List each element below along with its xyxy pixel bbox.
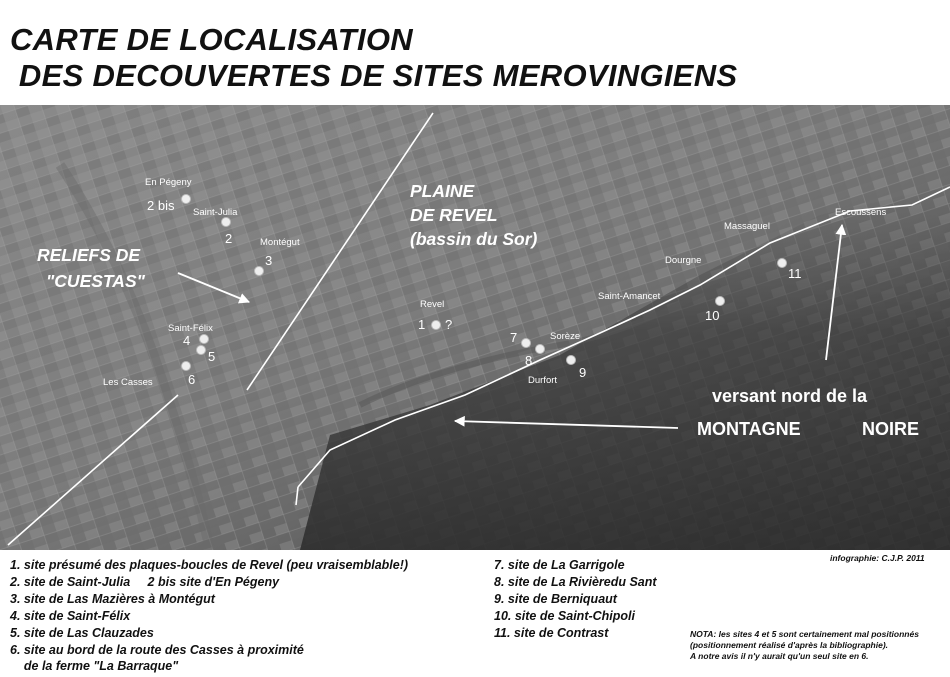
town-label-escoussens: Escoussens [835,207,887,218]
site-number-7: 7 [510,330,518,345]
legend-item-9: 9. site de Berniquaut [494,592,617,606]
site-marker-8 [536,345,545,354]
legend-item-6: 6. site au bord de la route des Casses à proximité [10,643,304,657]
site-number-2: 2 [225,231,233,246]
site-marker-11 [778,259,787,268]
region-label-cuestas: "CUESTAS" [46,271,145,291]
map-title-line-1: CARTE DE LOCALISATION [10,22,413,57]
town-label-dourgne: Dourgne [665,255,702,266]
legend-item-10: 10. site de Saint-Chipoli [494,609,635,623]
region-label-versant-nord: versant nord de la [712,386,868,406]
site-marker-6 [182,362,191,371]
site-number-11: 11 [788,266,802,281]
legend-item-11: 11. site de Contrast [494,626,609,640]
region-label-montagne: MONTAGNE [697,419,801,439]
site-marker-2bis [182,195,191,204]
region-label-reliefs-de: RELIEFS DE [37,245,141,265]
legend-item-2: 2. site de Saint-Julia 2 bis site d'En Pégeny [10,575,280,589]
site-marker-2 [222,218,231,227]
site-marker-1 [432,321,441,330]
site-number-4: 4 [183,333,191,348]
site-number-10: 10 [705,308,720,323]
site-marker-4 [200,335,209,344]
site-number-9: 9 [579,365,587,380]
legend-item-7: 7. site de La Garrigole [494,558,625,572]
legend-item-5: 5. site de Las Clauzades [10,626,154,640]
legend-item-8: 8. site de La Rivièredu Sant [494,575,657,589]
region-label-noire: NOIRE [862,419,920,439]
site-number-8: 8 [525,353,533,368]
site-number-2bis: 2 bis [147,198,175,213]
town-label-montegut: Montégut [260,237,300,248]
town-label-revel: Revel [420,299,445,310]
region-label-bassin-du-sor: (bassin du Sor) [410,229,538,249]
town-label-les-casses: Les Casses [103,377,153,388]
nota-line-1: NOTA: les sites 4 et 5 sont certainement mal positionnés [690,629,919,639]
site-marker-5 [197,346,206,355]
site-marker-10 [716,297,725,306]
town-label-en-pegeny: En Pégeny [145,177,192,188]
town-label-saint-felix: Saint-Félix [168,323,213,334]
infographic-credit: infographie: C.J.P. 2011 [830,553,925,563]
legend-item-6-continued: de la ferme "La Barraque" [10,659,179,673]
town-label-soreze: Sorèze [550,331,581,342]
site-marker-7 [522,339,531,348]
nota-line-2: (positionnement réalisé d'après la bibliographie). [690,640,889,650]
town-label-massaguel: Massaguel [724,221,770,232]
site-number-5: 5 [208,349,216,364]
legend-item-3: 3. site de Las Mazières à Montégut [10,592,215,606]
site-number-1: 1 [418,317,426,332]
region-label-de-revel: DE REVEL [410,205,498,225]
region-label-plaine: PLAINE [410,181,475,201]
satellite-map [0,105,950,550]
town-label-saint-julia: Saint-Julia [193,207,238,218]
town-label-durfort: Durfort [528,375,558,386]
site-marker-9 [567,356,576,365]
legend-item-1: 1. site présumé des plaques-boucles de Revel (peu vraisemblable!) [10,558,409,572]
legend-item-4: 4. site de Saint-Félix [10,609,131,623]
map-title-line-2: DES DECOUVERTES DE SITES MEROVINGIENS [10,58,738,93]
site-marker-3 [255,267,264,276]
site-number-6: 6 [188,372,196,387]
nota-line-3: A notre avis il n'y aurait qu'un seul site en 6. [690,651,869,661]
town-label-saint-amancet: Saint-Amancet [598,291,661,302]
site-number-3: 3 [265,253,273,268]
site-number-1-question: ? [445,317,453,332]
